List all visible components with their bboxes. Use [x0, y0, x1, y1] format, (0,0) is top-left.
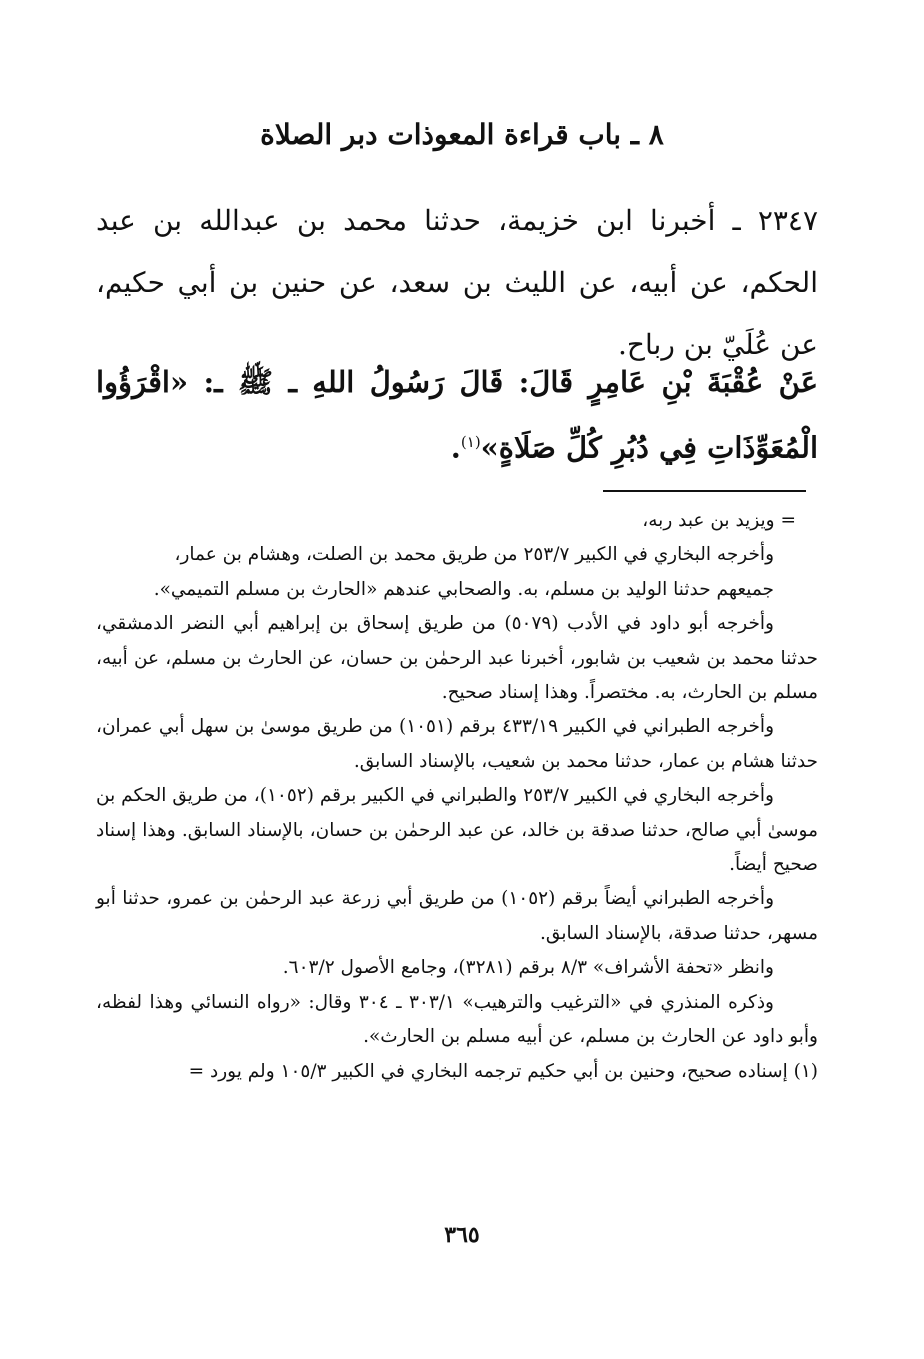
footnote-reference: (١)	[460, 433, 481, 451]
footnote-paragraph: وأخرجه البخاري في الكبير ٢٥٣/٧ والطبراني في الكبير برقم (١٠٥٢)، من طريق الحكم بن موسىٰ أبي صالح، حدثنا صدقة بن خالد، عن عبد الرحمٰن بن حسان، بالإسناد السابق. وهذا إسناد صحيح أيضاً.	[96, 785, 818, 876]
footnote-paragraph: وأخرجه أبو داود في الأدب (٥٠٧٩) من طريق إسحاق بن إبراهيم أبي النضر الدمشقي، حدثنا محمد بن شعيب بن شابور، أخبرنا عبد الرحمٰن بن حسان، عن الحارث بن مسلم، عن أبيه، مسلم بن الحارث، به. مختصراً. وهذا إسناد صحيح.	[96, 613, 818, 704]
chapter-title: ٨ ـ باب قراءة المعوذات دبر الصلاة	[260, 118, 664, 151]
hadith-isnad-block	[96, 190, 818, 376]
footnote-paragraph: وأخرجه البخاري في الكبير ٢٥٣/٧ من طريق محمد بن الصلت، وهشام بن عمار،	[174, 544, 774, 566]
hadith-isnad: ٢٣٤٧ ـ أخبرنا ابن خزيمة، حدثنا محمد بن عبدالله بن عبد الحكم، عن أبيه، عن الليث بن سعد، عن حنين بن أبي حكيم، عن عُلَيّ بن رباح.	[96, 204, 818, 361]
footnote-paragraph: وأخرجه الطبراني أيضاً برقم (١٠٥٢) من طريق أبي زرعة عبد الرحمٰن بن عمرو، حدثنا أبو مسهر، حدثنا صدقة، بالإسناد السابق.	[96, 888, 818, 944]
footnote-1: (١) إسناده صحيح، وحنين بن أبي حكيم ترجمه البخاري في الكبير ١٠٥/٣ ولم يورد =	[188, 1060, 818, 1082]
footnote-paragraph: = ويزيد بن عبد ربه،	[642, 510, 796, 531]
footnote-paragraph: وأخرجه الطبراني في الكبير ٤٣٣/١٩ برقم (١٠٥١) من طريق موسىٰ بن سهل أبي عمران، حدثنا هشام بن عمار، حدثنا محمد بن شعيب، بالإسناد السابق.	[96, 716, 818, 772]
page-number: ٣٦٥	[444, 1222, 480, 1248]
footnote-paragraph: وانظر «تحفة الأشراف» ٨/٣ برقم (٣٢٨١)، وجامع الأصول ٦٠٣/٢.	[282, 957, 774, 979]
hadith-matn: عَنْ عُقْبَةَ بْنِ عَامِرٍ قَالَ: قَالَ رَسُولُ اللهِ ـ ﷺ ـ: «اقْرَؤُوا الْمُعَوِّذَاتِ فِي دُبُرِ كُلِّ صَلَاةٍ»	[96, 365, 818, 465]
hadith-end-mark: .	[450, 430, 461, 465]
footnote-paragraph: جميعهم حدثنا الوليد بن مسلم، به. والصحابي عندهم «الحارث بن مسلم التميمي».	[153, 578, 774, 600]
footnote-paragraph: وذكره المنذري في «الترغيب والترهيب» ٣٠٣/١ ـ ٣٠٤ وقال: «رواه النسائي وهذا لفظه، وأبو داود عن الحارث بن مسلم، عن أبيه مسلم بن الحارث».	[96, 991, 818, 1048]
footnotes-section	[96, 504, 818, 1089]
footnote-separator	[603, 490, 806, 492]
hadith-matn-block	[96, 352, 818, 478]
